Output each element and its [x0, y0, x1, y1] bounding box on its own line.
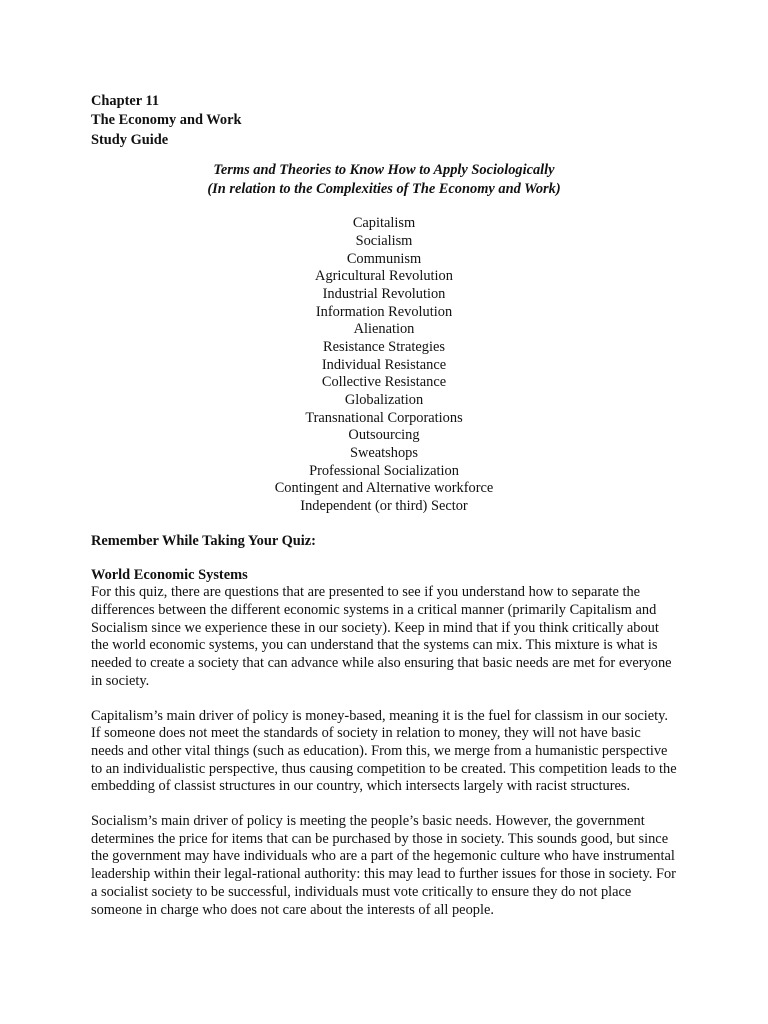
study-guide-label: Study Guide — [91, 131, 169, 148]
chapter-label: Chapter 11 — [91, 93, 160, 109]
term-item: Communism — [346, 250, 422, 267]
document-page — [91, 92, 677, 936]
term-item: Industrial Revolution — [322, 286, 446, 303]
term-item: Outsourcing — [348, 427, 420, 444]
document-header — [91, 92, 677, 150]
remember-heading: Remember While Taking Your Quiz: — [91, 532, 316, 549]
term-item: Alienation — [353, 321, 415, 338]
chapter-title: The Economy and Work — [91, 112, 242, 129]
term-item: Information Revolution — [315, 303, 453, 320]
term-item: Contingent and Alternative workforce — [274, 480, 494, 497]
paragraph: Capitalism’s main driver of policy is money-based, meaning it is the fuel for classism in our society. If someone does not meet the standards of society in relation to money, they will not have basic needs and other vital things (such as education). From this, we merge from a humanistic perspective to an individualistic perspective, thus causing competition to be created. This competition leads to the embedding of classist structures in our country, which intersects largely with racist structures. — [91, 707, 677, 795]
terms-subtitle-line-1: Terms and Theories to Know How to Apply Sociologically — [213, 161, 555, 178]
term-item: Globalization — [344, 392, 424, 409]
term-item: Individual Resistance — [321, 356, 447, 373]
term-item: Socialism — [355, 233, 413, 250]
section-heading: World Economic Systems — [91, 566, 248, 583]
term-item: Professional Socialization — [309, 462, 459, 479]
terms-list — [91, 215, 677, 515]
term-item: Capitalism — [352, 215, 416, 232]
term-item: Agricultural Revolution — [315, 268, 453, 285]
term-item: Transnational Corporations — [305, 409, 463, 426]
term-item: Collective Resistance — [321, 374, 447, 391]
term-item: Independent (or third) Sector — [300, 497, 468, 514]
paragraph: Socialism’s main driver of policy is meeting the people’s basic needs. However, the government determines the price for items that can be purchased by those in society. This sounds good, but since the government may have individuals who are a part of the hegemonic culture who have instrumental leadership within their legal-rational authority: this may lead to further issues for those in society. For a socialist society to be successful, individuals must vote critically to ensure they do not place someone in charge who does not care about the interests of all people. — [91, 813, 676, 918]
term-item: Resistance Strategies — [323, 339, 445, 356]
terms-subtitle — [91, 161, 677, 200]
term-item: Sweatshops — [350, 445, 418, 462]
terms-subtitle-line-2: (In relation to the Complexities of The Economy and Work) — [207, 181, 561, 198]
paragraph: For this quiz, there are questions that are presented to see if you understand how to separate the differences between the different economic systems in a critical manner (primarily Capitalism and Socialism since we experience these in our society). Keep in mind that if you think critically about the world economic systems, you can understand that the systems can mix. This mixture is what is needed to create a society that can advance while also ensuring that basic needs are met for everyone in society. — [91, 584, 672, 689]
